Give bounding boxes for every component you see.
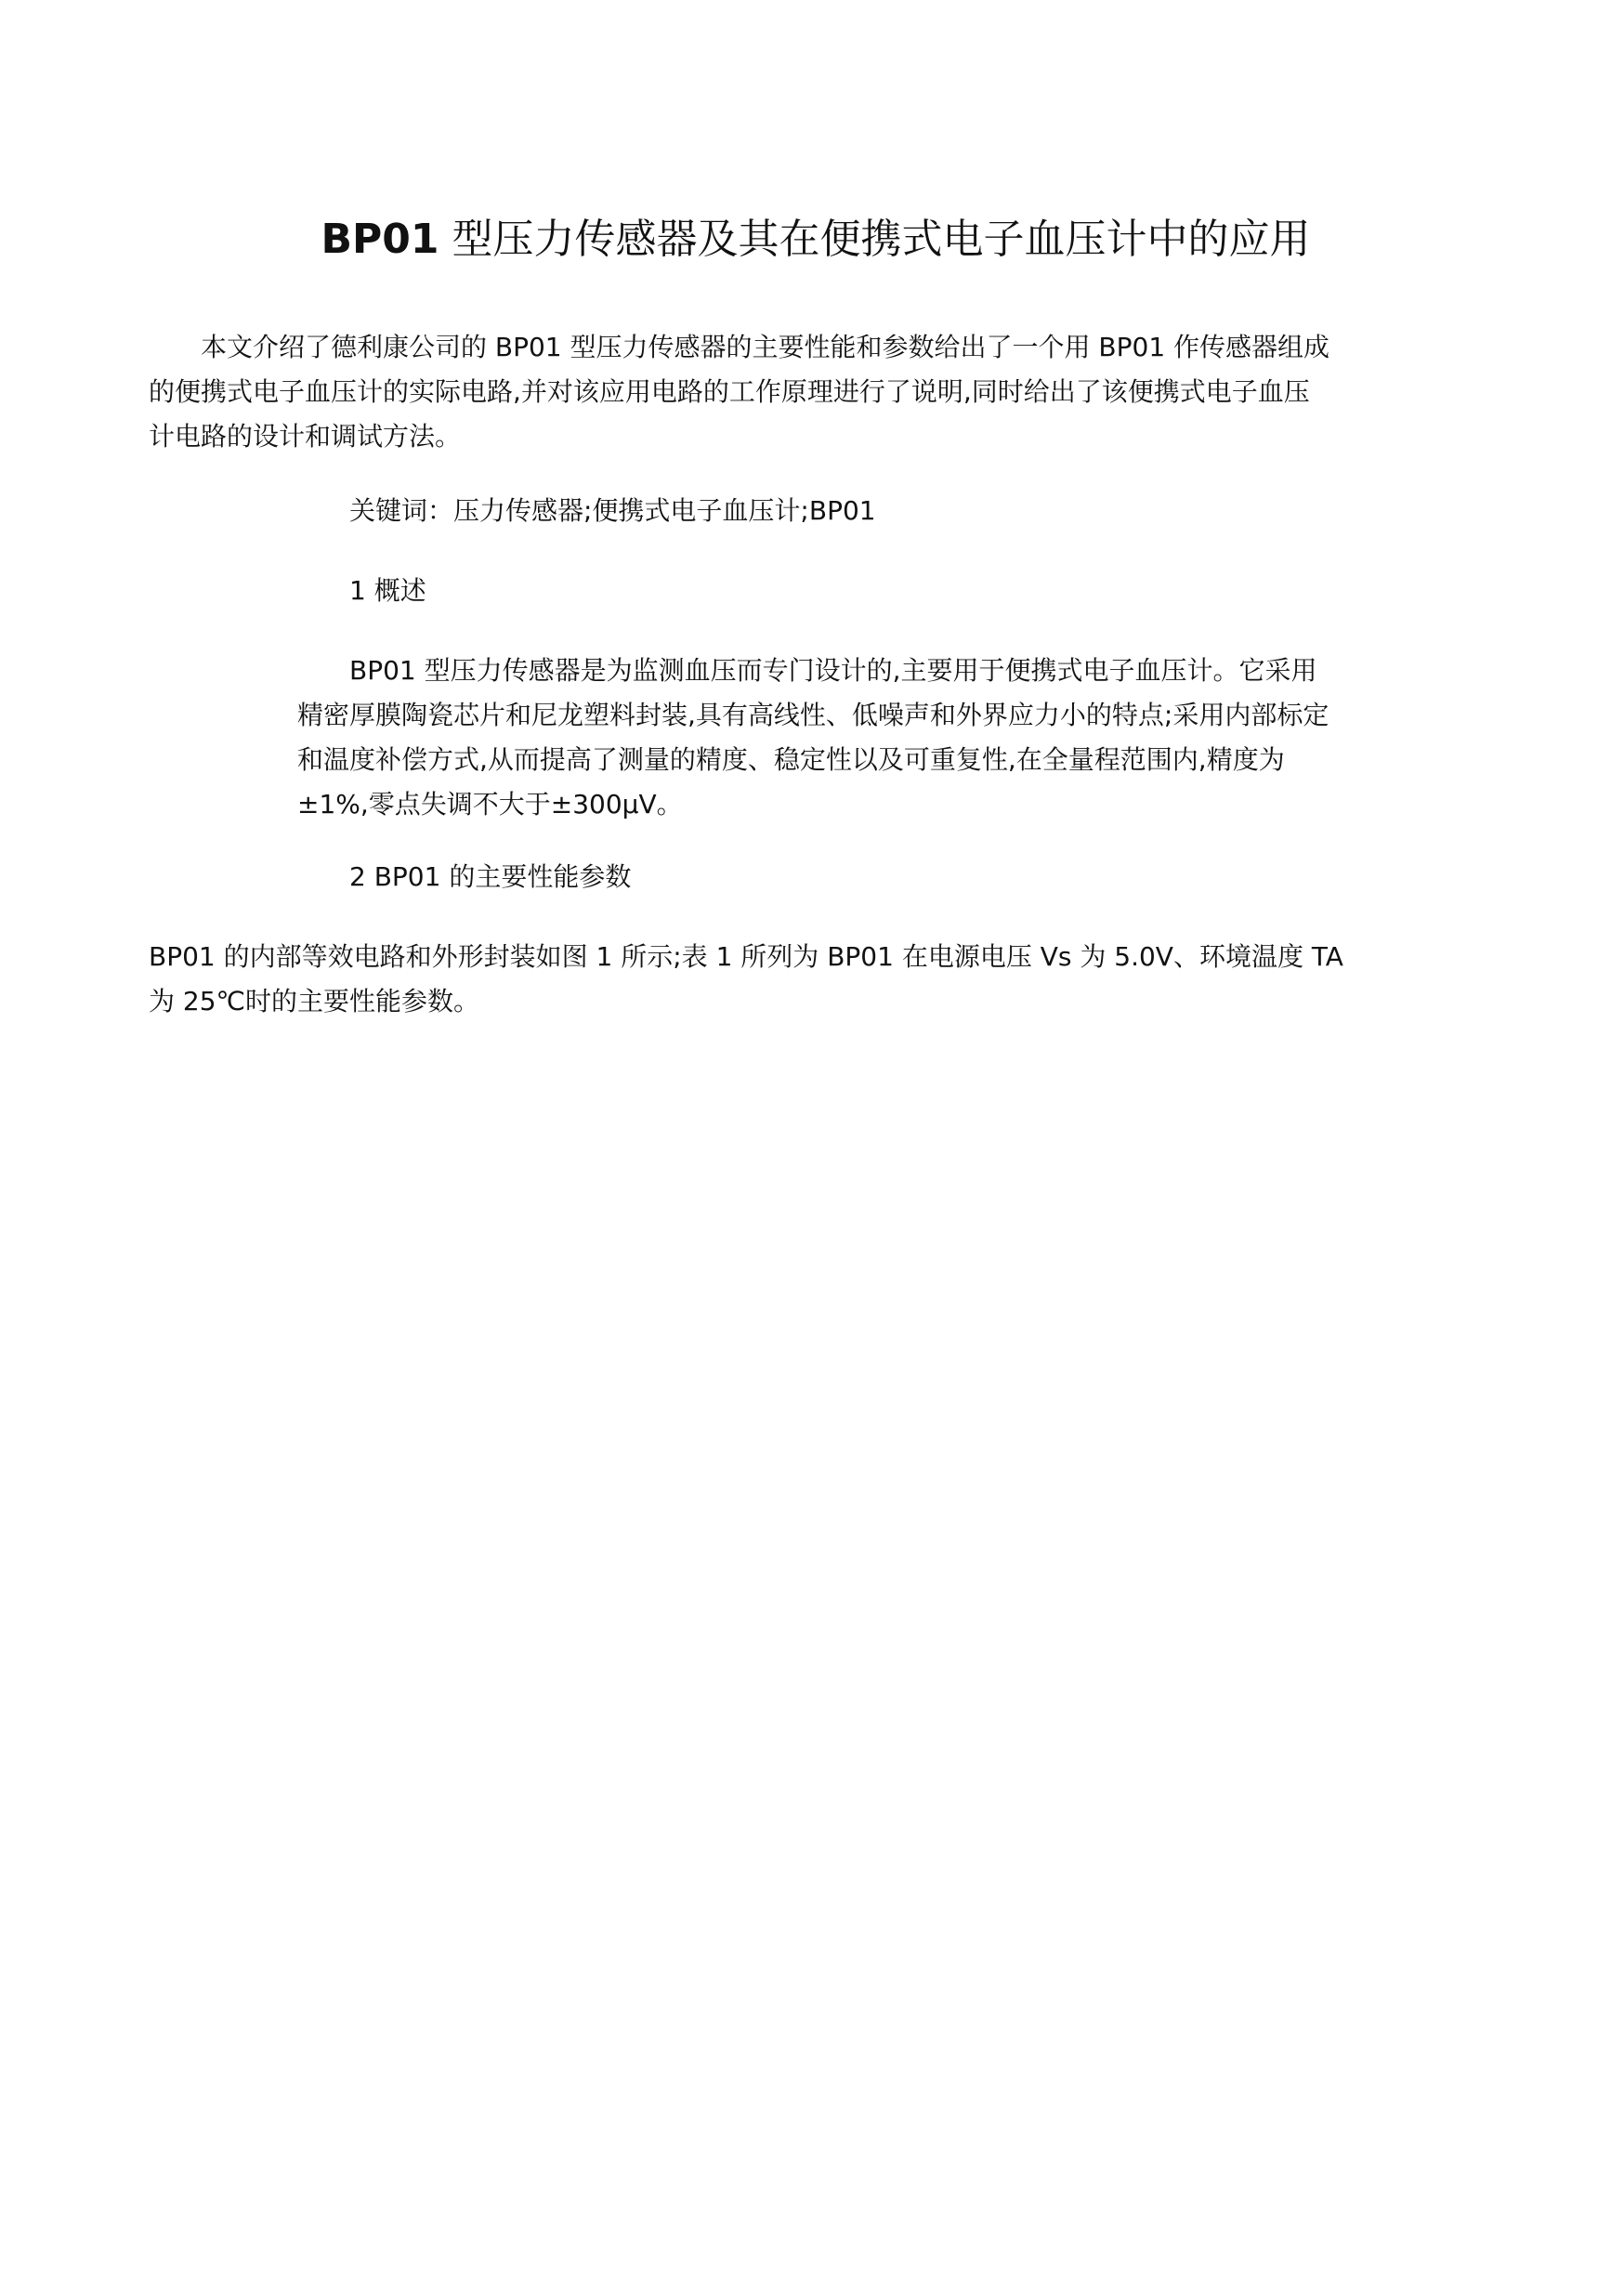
section-1-line: 和温度补偿方式,从而提高了测量的精度、稳定性以及可重复性,在全量程范围内,精度为 xyxy=(297,744,1285,775)
section-1-line: 精密厚膜陶瓷芯片和尼龙塑料封装,具有高线性、低噪声和外界应力小的特点;采用内部标定 xyxy=(297,700,1329,730)
keywords-line: 关键词：压力传感器;便携式电子血压计;BP01 xyxy=(349,495,876,526)
title-text: 型压力传感器及其在便携式电子血压计中的应用 xyxy=(439,216,1311,263)
section-1-line: ±1%,零点失调不大于±300μV。 xyxy=(297,789,683,820)
section-2-line: 为 25℃时的主要性能参数。 xyxy=(149,986,479,1016)
section-1-heading: 1 概述 xyxy=(349,575,426,606)
abstract-paragraph xyxy=(149,325,1329,459)
section-2-line: BP01 的内部等效电路和外形封装如图 1 所示;表 1 所列为 BP01 在电源电压 Vs 为 5.0V、环境温度 TA xyxy=(149,941,1343,972)
abstract-line: 的便携式电子血压计的实际电路,并对该应用电路的工作原理进行了说明,同时给出了该便携式电子血压 xyxy=(149,376,1310,407)
section-2-paragraph xyxy=(149,935,1343,1024)
abstract-line: 计电路的设计和调试方法。 xyxy=(149,421,462,452)
section-2-heading: 2 BP01 的主要性能参数 xyxy=(349,861,632,892)
title-model-number: BP01 xyxy=(321,216,439,263)
document-title xyxy=(149,210,1483,269)
abstract-line: 本文介绍了德利康公司的 BP01 型压力传感器的主要性能和参数给出了一个用 BP01 作传感器组成 xyxy=(201,332,1330,362)
section-1-paragraph xyxy=(297,649,1329,827)
section-1-line: BP01 型压力传感器是为监测血压而专门设计的,主要用于便携式电子血压计。它采用 xyxy=(349,655,1317,686)
